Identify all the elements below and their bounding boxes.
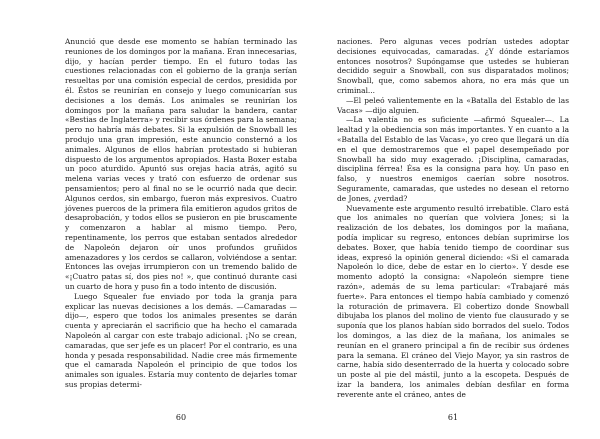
paragraph: —El peleó valientemente en la «Batalla del Establo de las Vacas» —dijo alguien. xyxy=(337,95,569,115)
paragraph: —La valentía no es suficiente —afirmó Squealer—. La lealtad y la obediencia son más importantes. Y en cuanto a la «Batalla del Establo de las Vacas», yo creo que llegará un día en el que demostraremos que el papel desempeñado por Snowball ha sido muy exagerado. ¡Disciplina, camaradas, disciplina férrea! Ésa es la consigna para hoy. Un paso en falso, y nuestros enemigos caerían sobre nosotros. Seguramente, camaradas, que ustedes no desean el retorno de Jones, ¿verdad? xyxy=(337,115,569,203)
paragraph: Anunció que desde ese momento se habían terminado las reuniones de los domingos por la mañana. Eran innecesarias, dijo, y hacían perder tiempo. En el futuro todas las cuestiones relacionadas con el gobierno de la granja serían resueltas por una comisión especial de cerdos, presidida por él. Éstos se reunirían en consejo y luego comunicarían sus decisiones a los demás. Los animales se reunirían los domingos por la mañana para saludar la bandera, cantar «Bestias de Inglaterra» y recibir sus órdenes para la semana; pero no habría más debates. Si la expulsión de Snowball les produjo una gran impresión, este anuncio consternó a los animales. Algunos de ellos habrían protestado si hubieran dispuesto de los argumentos apropiados. Hasta Boxer estaba un poco aturdido. Apuntó sus orejas hacia atrás, agitó su melena varias veces y trató con esfuerzo de ordenar sus pensamientos; pero al final no se le ocurrió nada que decir. Algunos cerdos, sin embargo, fueron más expresivos. Cuatro jóvenes puercos de la primera fila emitieron agudos gritos de desaprobación, y todos ellos se pusieron en pie bruscamente y comenzaron a hablar al mismo tiempo. Pero, repentinamente, los perros que estaban sentados alrededor de Napoleón dejaron oír unos profundos gruñidos amenazadores y los cerdos se callaron, volviéndose a sentar. Entonces las ovejas irrumpieron con un tremendo balido de «¡Cuatro patas sí, dos pies no! », que continuó durante casi un cuarto de hora y puso fin a todo intento de discusión. xyxy=(65,37,297,291)
paragraph: Luego Squealer fue enviado por toda la granja para explicar las nuevas decisiones a los demás. —Camaradas —dijo—, espero que todos los animales presentes se darán cuenta y apreciarán el sacrificio que ha hecho el camarada Napoleón al cargar con este trabajo adicional. ¡No se crean, camaradas, que ser jefe es un placer! Por el contrario, es una honda y pesada responsabilidad. Nadie cree más firmemente que el camarada Napoleón el principio de que todos los animales son iguales. Estaría muy contento de dejarles tomar sus propias determi- xyxy=(65,291,297,389)
left-page xyxy=(65,37,297,390)
paragraph: naciones. Pero algunas veces podrían ustedes adoptar decisiones equivocadas, camaradas. ¿Y dónde estaríamos entonces nosotros? Supóngamse que ustedes se hubieran decidido seguir a Snowball, con sus disparatados molinos; Snowball, que, como sabemos ahora, no era más que un criminal... xyxy=(337,37,569,95)
right-page xyxy=(337,37,569,399)
right-page-text xyxy=(337,37,569,399)
page-number-left: 60 xyxy=(175,413,187,422)
paragraph: Nuevamente este argumento resultó irrebatible. Claro está que los animales no querían que volviera Jones; si la realización de los debates, los domingos por la mañana, podía implicar su regreso, entonces debían suprimirse los debates. Boxer, que había tenido tiempo de coordinar sus ideas, expresó la opinión general diciendo: «Si el camarada Napoleón lo dice, debe de estar en lo cierto». Y desde ese momento adoptó la consigna: «Napoleón siempre tiene razón», además de su lema particular: «Trabajaré más fuerte». Para entonces el tiempo había cambiado y comenzó la roturación de primavera. El cobertizo donde Snowball dibujaba los planos del molino de viento fue clausurado y se suponía que los planos habían sido borrados del suelo. Todos los domingos, a las diez de la mañana, los animales se reunían en el granero principal a fin de recibir sus órdenes para la semana. El cráneo del Viejo Mayor, ya sin rastros de carne, había sido desenterrado de la huerta y colocado sobre un poste al pie del mástil, junto a la escopeta. Después de izar la bandera, los animales debían desfilar en forma reverente ante el cráneo, antes de xyxy=(337,203,569,399)
left-page-text xyxy=(65,37,297,390)
page-number-right: 61 xyxy=(447,413,459,422)
